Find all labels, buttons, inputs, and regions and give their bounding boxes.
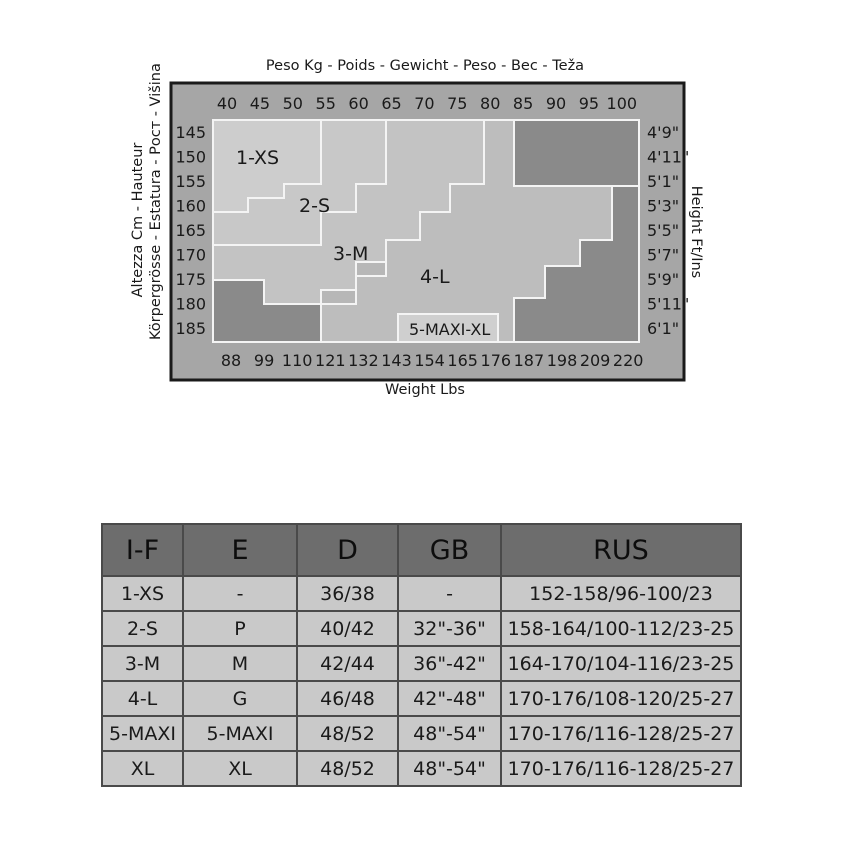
cell-rus: 152-158/96-100/23: [501, 576, 741, 611]
cm-tick-label: 155: [175, 172, 206, 191]
cm-tick-label: 165: [175, 221, 206, 240]
table-row: [102, 646, 741, 681]
cell-i-f: XL: [102, 751, 183, 786]
cell-rus: 170-176/108-120/25-27: [501, 681, 741, 716]
lbs-axis-title: Weight Lbs: [385, 382, 465, 398]
cm-tick-label: 160: [175, 196, 206, 216]
ft-tick-label: 5'9": [647, 270, 680, 289]
size-chart: [0, 0, 850, 420]
cell-d: 48/52: [297, 716, 398, 751]
zone-label-2-s: 2-S: [299, 195, 331, 217]
cm-axis-title-line-2: Körpergrösse - Estatura - Рост - Višina: [148, 63, 164, 340]
kg-axis-title: Peso Kg - Poids - Gewicht - Peso - Bec - Teža: [265, 58, 585, 74]
cell-i-f: 1-XS: [102, 576, 183, 611]
ft-tick-label: 5'11": [647, 294, 690, 314]
cell-i-f: 3-M: [102, 646, 183, 681]
cell-d: 46/48: [297, 681, 398, 716]
ft-tick-label: 5'1": [647, 172, 680, 191]
kg-tick-label: 95: [578, 94, 600, 113]
table-row: [102, 576, 741, 611]
cm-tick-label: 170: [175, 245, 206, 265]
cell-gb: 42"-48": [398, 681, 501, 716]
cell-rus: 158-164/100-112/23-25: [501, 611, 741, 646]
table-row: [102, 716, 741, 751]
cm-axis-title-line-1: Altezza Cm - Hauteur: [130, 142, 146, 298]
size-chart-svg: [0, 0, 850, 420]
ft-tick-label: 4'9": [647, 123, 680, 142]
lbs-tick-label: 110: [281, 351, 313, 370]
ft-axis-title: Height Ft/Ins: [688, 185, 704, 279]
zone-label-5-maxi-xl: 5-MAXI-XL: [409, 320, 491, 339]
cell-d: 40/42: [297, 611, 398, 646]
cm-tick-label: 175: [175, 270, 206, 289]
cell-i-f: 4-L: [102, 681, 183, 716]
ft-tick-label: 5'7": [647, 245, 680, 265]
ft-tick-label: 5'3": [647, 196, 680, 216]
zone-label-1-xs: 1-XS: [236, 147, 280, 169]
kg-tick-label: 65: [381, 94, 402, 113]
lbs-tick-label: 209: [579, 351, 611, 370]
cell-e: 5-MAXI: [183, 716, 297, 751]
cell-d: 48/52: [297, 751, 398, 786]
kg-tick-label: 75: [447, 94, 468, 113]
ft-tick-label: 4'11": [647, 147, 690, 167]
cm-tick-label: 145: [175, 123, 206, 142]
cm-tick-labels: [175, 123, 206, 338]
cell-gb: 32"-36": [398, 611, 501, 646]
lbs-tick-label: 198: [546, 351, 578, 370]
lbs-tick-labels: [221, 351, 644, 370]
lbs-tick-label: 176: [480, 351, 512, 370]
cell-gb: -: [398, 576, 501, 611]
header-gb: GB: [398, 524, 501, 576]
table-row: [102, 751, 741, 786]
kg-tick-label: 60: [348, 94, 369, 113]
cell-e: XL: [183, 751, 297, 786]
cell-e: M: [183, 646, 297, 681]
header-i-f: I-F: [102, 524, 183, 576]
cell-gb: 48"-54": [398, 751, 501, 786]
kg-tick-label: 80: [480, 94, 501, 113]
cell-rus: 164-170/104-116/23-25: [501, 646, 741, 681]
size-conversion-table: [101, 523, 742, 787]
cell-rus: 170-176/116-128/25-27: [501, 716, 741, 751]
cell-gb: 36"-42": [398, 646, 501, 681]
table-row: [102, 681, 741, 716]
zone-out-top-right: [514, 120, 639, 186]
lbs-tick-label: 88: [220, 351, 242, 370]
lbs-tick-label: 132: [348, 351, 379, 370]
kg-tick-label: 85: [512, 94, 534, 113]
cell-rus: 170-176/116-128/25-27: [501, 751, 741, 786]
ft-tick-label: 6'1": [647, 319, 680, 338]
header-e: E: [183, 524, 297, 576]
header-d: D: [297, 524, 398, 576]
cm-tick-label: 185: [175, 319, 206, 338]
cell-gb: 48"-54": [398, 716, 501, 751]
kg-tick-label: 45: [249, 94, 271, 113]
lbs-tick-label: 143: [381, 351, 412, 370]
cell-e: P: [183, 611, 297, 646]
cell-i-f: 5-MAXI: [102, 716, 183, 751]
kg-tick-label: 70: [414, 94, 435, 113]
cm-axis-title: [129, 63, 165, 340]
zone-label-3-m: 3-M: [333, 243, 369, 265]
lbs-tick-label: 154: [414, 351, 445, 370]
kg-tick-label: 50: [282, 94, 303, 113]
cm-tick-label: 150: [175, 147, 206, 167]
kg-tick-label: 40: [216, 94, 238, 113]
ft-tick-label: 5'5": [647, 221, 680, 240]
cell-d: 36/38: [297, 576, 398, 611]
lbs-tick-label: 165: [447, 351, 478, 370]
lbs-tick-label: 99: [253, 351, 275, 370]
lbs-tick-label: 187: [513, 351, 545, 370]
cell-i-f: 2-S: [102, 611, 183, 646]
cell-e: -: [183, 576, 297, 611]
table-row: [102, 611, 741, 646]
header-rus: RUS: [501, 524, 741, 576]
lbs-tick-label: 121: [315, 351, 346, 370]
lbs-tick-label: 220: [612, 351, 644, 370]
kg-tick-label: 100: [606, 94, 638, 113]
cell-e: G: [183, 681, 297, 716]
table-header-row: [102, 524, 741, 576]
kg-tick-label: 90: [545, 94, 567, 113]
zone-label-4-l: 4-L: [420, 266, 450, 288]
cell-d: 42/44: [297, 646, 398, 681]
kg-tick-label: 55: [315, 94, 336, 113]
cm-tick-label: 180: [175, 294, 206, 314]
